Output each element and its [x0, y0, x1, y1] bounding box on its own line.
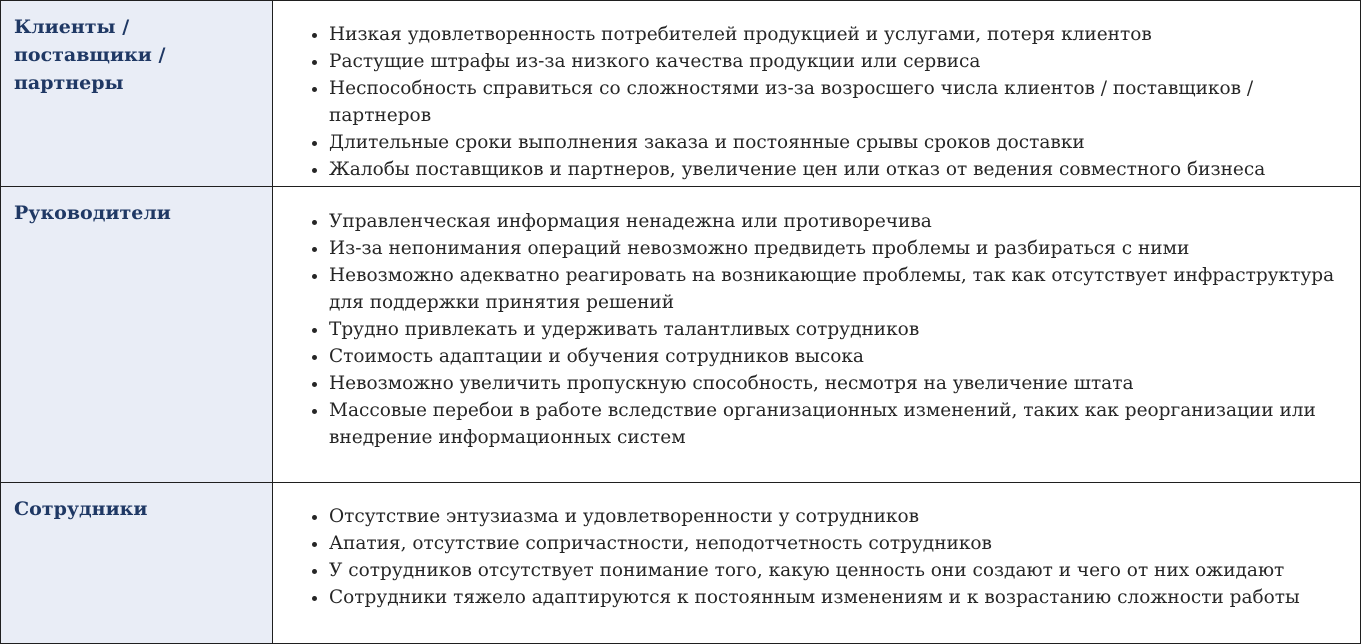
list-item: • Стоимость адаптации и обучения сотрудников высока [329, 343, 1360, 370]
group-label-clients: Клиенты / поставщики / партнеры [14, 16, 166, 94]
table-row-employees [1, 483, 1361, 644]
issue-list-clients [273, 1, 1360, 183]
issues-cell [273, 187, 1361, 483]
issues-cell [273, 1, 1361, 187]
list-item: • Апатия, отсутствие сопричастности, неподотчетность сотрудников [329, 530, 1360, 557]
list-item: • Массовые перебои в работе вследствие организационных изменений, таких как реорганизации или внедрение информационных систем [329, 397, 1360, 451]
group-cell [1, 483, 273, 644]
issue-list-employees [273, 483, 1360, 611]
list-item: • Низкая удовлетворенность потребителей продукцией и услугами, потеря клиентов [329, 21, 1360, 48]
list-item: • Сотрудники тяжело адаптируются к постоянным изменениям и к возрастанию сложности работы [329, 584, 1360, 611]
list-item: • Отсутствие энтузиазма и удовлетворенности у сотрудников [329, 503, 1360, 530]
list-item: • У сотрудников отсутствует понимание того, какую ценность они создают и чего от них ожидают [329, 557, 1360, 584]
table-row-managers [1, 187, 1361, 483]
issue-list-managers [273, 187, 1360, 451]
list-item: • Неспособность справиться со сложностями из-за возросшего числа клиентов / поставщиков / партнеров [329, 75, 1360, 129]
list-item: • Трудно привлекать и удерживать талантливых сотрудников [329, 316, 1360, 343]
group-label-managers: Руководители [14, 202, 171, 224]
group-label-employees: Сотрудники [14, 498, 148, 520]
table-row-clients [1, 1, 1361, 187]
list-item: • Невозможно увеличить пропускную способность, несмотря на увеличение штата [329, 370, 1360, 397]
list-item: • Невозможно адекватно реагировать на возникающие проблемы, так как отсутствует инфраструктура для поддержки принятия решений [329, 262, 1360, 316]
list-item: • Из-за непонимания операций невозможно предвидеть проблемы и разбираться с ними [329, 235, 1360, 262]
group-cell [1, 187, 273, 483]
group-cell [1, 1, 273, 187]
list-item: • Управленческая информация ненадежна или противоречива [329, 208, 1360, 235]
issues-cell [273, 483, 1361, 644]
list-item: • Длительные сроки выполнения заказа и постоянные срывы сроков доставки [329, 129, 1360, 156]
list-item: • Жалобы поставщиков и партнеров, увеличение цен или отказ от ведения совместного бизнеса [329, 156, 1360, 183]
list-item: • Растущие штрафы из-за низкого качества продукции или сервиса [329, 48, 1360, 75]
